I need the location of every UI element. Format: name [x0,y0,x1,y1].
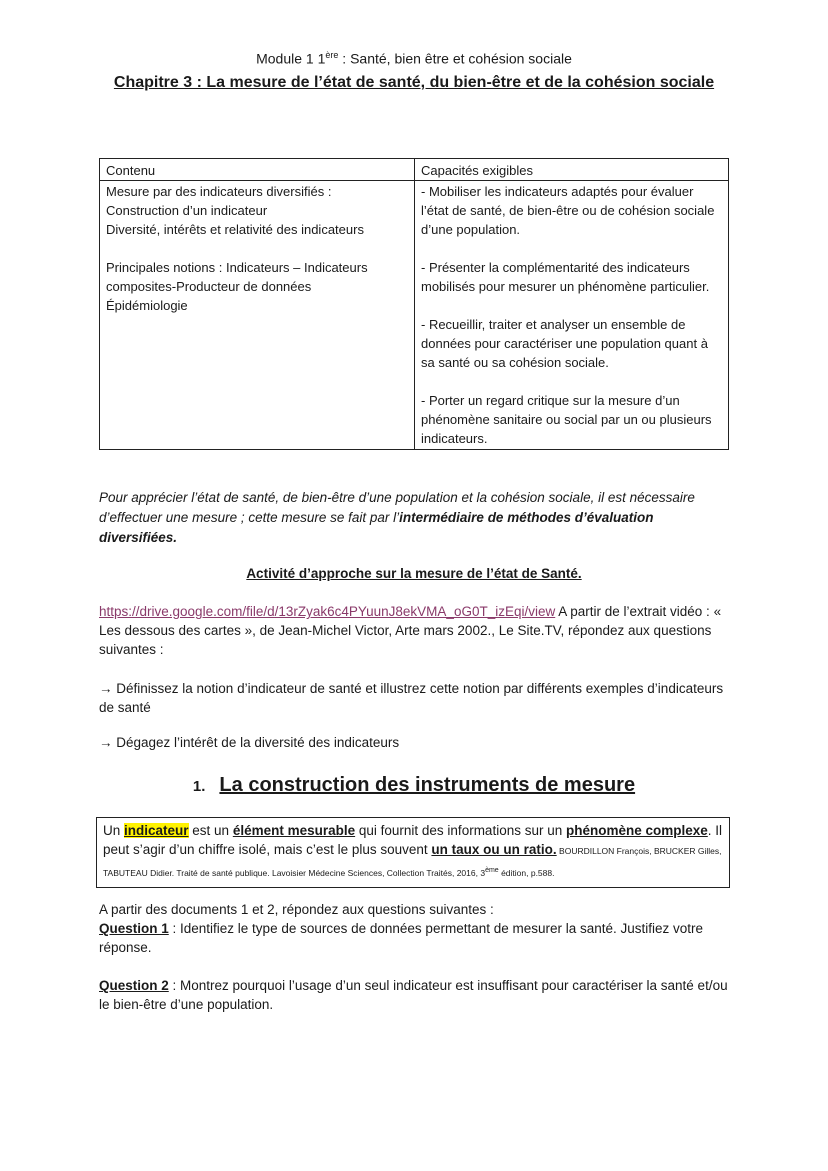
contenu-line: Principales notions : Indicateurs – Indicateurs [106,260,368,275]
table-header-contenu: Contenu [100,159,415,181]
table-cell-capacites [415,181,729,450]
intro-paragraph [99,488,729,548]
capacite-item: - Porter un regard critique sur la mesure d’un phénomène sanitaire ou social par un ou plusieurs indicateurs. [421,393,712,446]
def-text: . Il peut s’agir d’un chiffre isolé, mais c’est le plus souvent [103,823,723,857]
video-paragraph [99,602,729,659]
activity-question-1: → Définissez la notion d’indicateur de santé et illustrez cette notion par différents exemples d’indicateurs de santé [99,681,724,715]
intro-text: Pour apprécier l’état de santé, de bien-être d’une population et la cohésion sociale, il est nécessaire d’effectuer une mesure ; cette mesure se fait par l’ [99,490,695,525]
video-description: A partir de l’extrait vidéo : « Les dessous des cartes », de Jean-Michel Victor, Arte mars 2002., Le Site.TV, répondez aux questions suivantes : [99,604,722,657]
contenu-line: Épidémiologie [106,298,188,313]
table-header-capacites: Capacités exigibles [415,159,729,181]
def-taux-ratio: un taux ou un ratio. [431,842,557,857]
documents-intro: A partir des documents 1 et 2, répondez aux questions suivantes : [99,902,494,917]
video-link[interactable]: https://drive.google.com/file/d/13rZyak6c4PYuunJ8ekVMA_oG0T_izEqi/view [99,604,556,619]
def-text: Un [103,823,125,838]
section-heading [0,774,828,797]
question-2 [99,976,729,1014]
module-sup: ère [325,50,339,60]
question-1-text: : Identifiez le type de sources de données permettant de mesurer la santé. Justifiez votre réponse. [99,921,704,955]
documents-questions [99,900,729,1014]
def-highlight-indicateur: indicateur [124,823,189,838]
def-ref-sup: ème [485,867,499,874]
def-ref-text: édition, p.588. [498,867,555,878]
section-number: 1. [192,778,206,795]
question-1-label: Question 1 [99,921,169,936]
module-prefix: Module 1 1 [256,50,326,67]
question-2-label: Question 2 [99,978,169,993]
activity-title: Activité d’approche sur la mesure de l’état de Santé. [246,566,582,581]
capacite-item: - Recueillir, traiter et analyser un ensemble de données pour caractériser une population quant à sa santé ou sa cohésion sociale. [421,317,708,370]
module-suffix: : Santé, bien être et cohésion sociale [338,50,572,67]
section-title: La construction des instruments de mesure [219,774,636,796]
chapter-title: Chapitre 3 : La mesure de l’état de santé, du bien-être et de la cohésion sociale [113,74,715,91]
table-cell-contenu [100,181,415,450]
definition-box [96,817,730,888]
question-1 [99,919,729,957]
contenu-line: Diversité, intérêts et relativité des indicateurs [106,222,364,237]
intro-bold: intermédiaire de méthodes d’évaluation diversifiées. [99,510,654,545]
module-heading [0,50,828,67]
competency-table [99,158,729,450]
capacite-item: - Présenter la complémentarité des indicateurs mobilisés pour mesurer un phénomène particulier. [421,260,710,294]
capacite-item: - Mobiliser les indicateurs adaptés pour évaluer l’état de santé, de bien-être ou de cohésion sociale d’une population. [421,184,715,237]
contenu-line: composites-Producteur de données [106,279,312,294]
def-phenomene-complexe: phénomène complexe [565,823,708,838]
activity-question-2: → Dégagez l’intérêt de la diversité des indicateurs [99,735,400,750]
contenu-line: Construction d’un indicateur [106,203,268,218]
contenu-line: Mesure par des indicateurs diversifiés : [106,184,332,199]
def-ref-text: BOURDILLON François, BRUCKER Gilles, TABUTEAU Didier. Traité de santé publique. Lavoisier Médecine Sciences, Collection Traités, 2016, 3 [103,846,722,878]
def-text: est un [188,823,233,838]
def-element-mesurable: élément mesurable [232,823,356,838]
question-2-text: : Montrez pourquoi l’usage d’un seul indicateur est insuffisant pour caractériser la santé et/ou le bien-être d’une population. [99,978,728,1012]
def-text: qui fournit des informations sur un [355,823,566,838]
